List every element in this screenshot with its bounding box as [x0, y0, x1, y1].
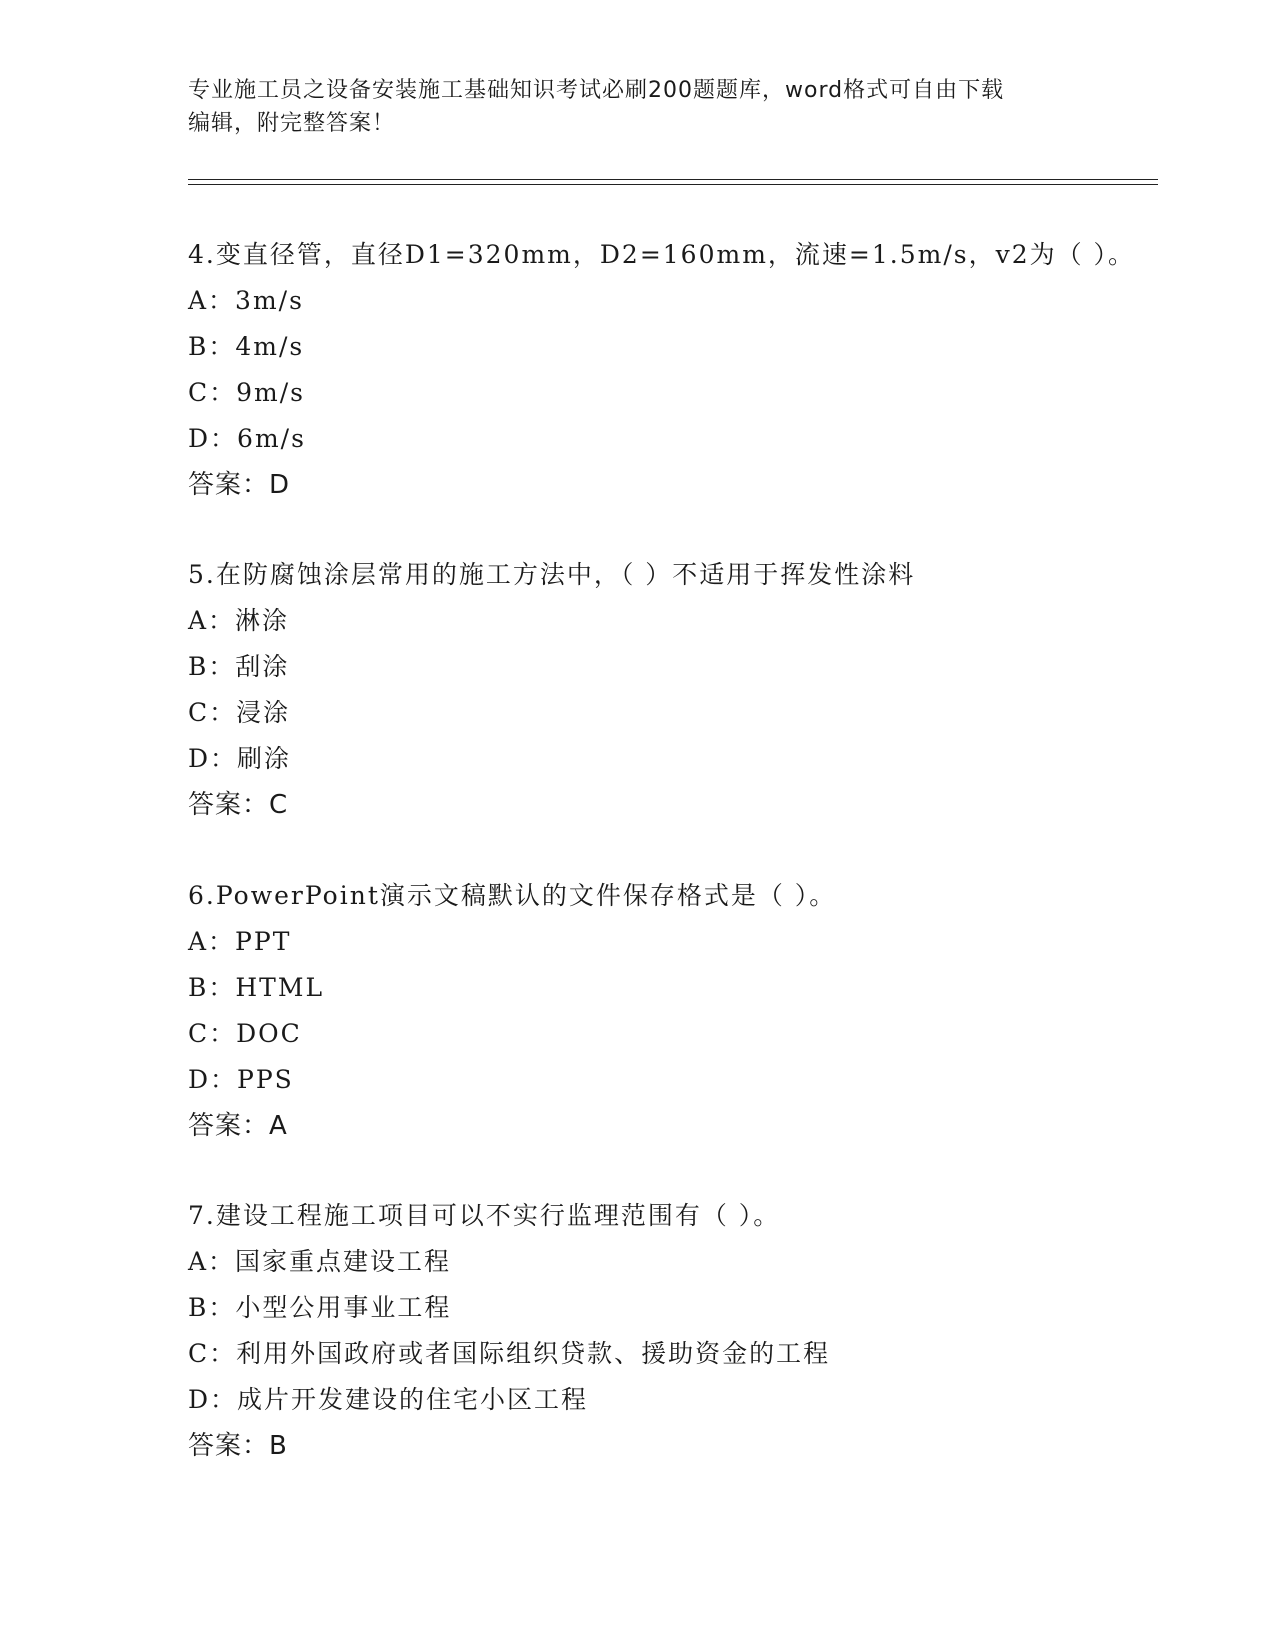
header-line-2: 编辑，附完整答案！ [188, 111, 396, 136]
option-d: D：PPS [188, 1065, 294, 1094]
question-title: 4.变直径管，直径D1=320mm，D2=160mm，流速=1.5m/s，v2为（ ）。 [188, 240, 1136, 269]
option-b: B：HTML [188, 973, 325, 1002]
option-b: B：刮涂 [188, 652, 290, 681]
question-4 [188, 232, 1188, 508]
option-b: B：小型公用事业工程 [188, 1293, 452, 1322]
option-c: C：利用外国政府或者国际组织贷款、援助资金的工程 [188, 1339, 831, 1368]
option-c: C：DOC [188, 1019, 302, 1048]
option-a: A：国家重点建设工程 [188, 1247, 452, 1276]
answer: 答案：C [188, 790, 289, 820]
question-6 [188, 873, 1188, 1149]
question-7 [188, 1193, 1188, 1469]
option-a: A：淋涂 [188, 606, 290, 635]
option-d: D：6m/s [188, 424, 306, 453]
option-d: D：成片开发建设的住宅小区工程 [188, 1385, 589, 1414]
header-line-1: 专业施工员之设备安装施工基础知识考试必刷200题题库，word格式可自由下载 [188, 78, 1005, 103]
answer: 答案：D [188, 470, 291, 500]
header-divider-top [188, 179, 1158, 180]
answer: 答案：A [188, 1111, 288, 1141]
question-5 [188, 552, 1188, 828]
document-header [188, 74, 1088, 140]
answer: 答案：B [188, 1431, 288, 1461]
option-a: A：PPT [188, 927, 292, 956]
header-divider-bottom [188, 184, 1158, 185]
option-b: B：4m/s [188, 332, 305, 361]
question-title: 7.建设工程施工项目可以不实行监理范围有（ ）。 [188, 1201, 781, 1230]
question-title: 5.在防腐蚀涂层常用的施工方法中，（ ）不适用于挥发性涂料 [188, 560, 916, 589]
option-c: C：浸涂 [188, 698, 291, 727]
option-a: A：3m/s [188, 286, 304, 315]
option-c: C：9m/s [188, 378, 305, 407]
question-title: 6.PowerPoint演示文稿默认的文件保存格式是（ ）。 [188, 881, 837, 910]
option-d: D：刷涂 [188, 744, 292, 773]
